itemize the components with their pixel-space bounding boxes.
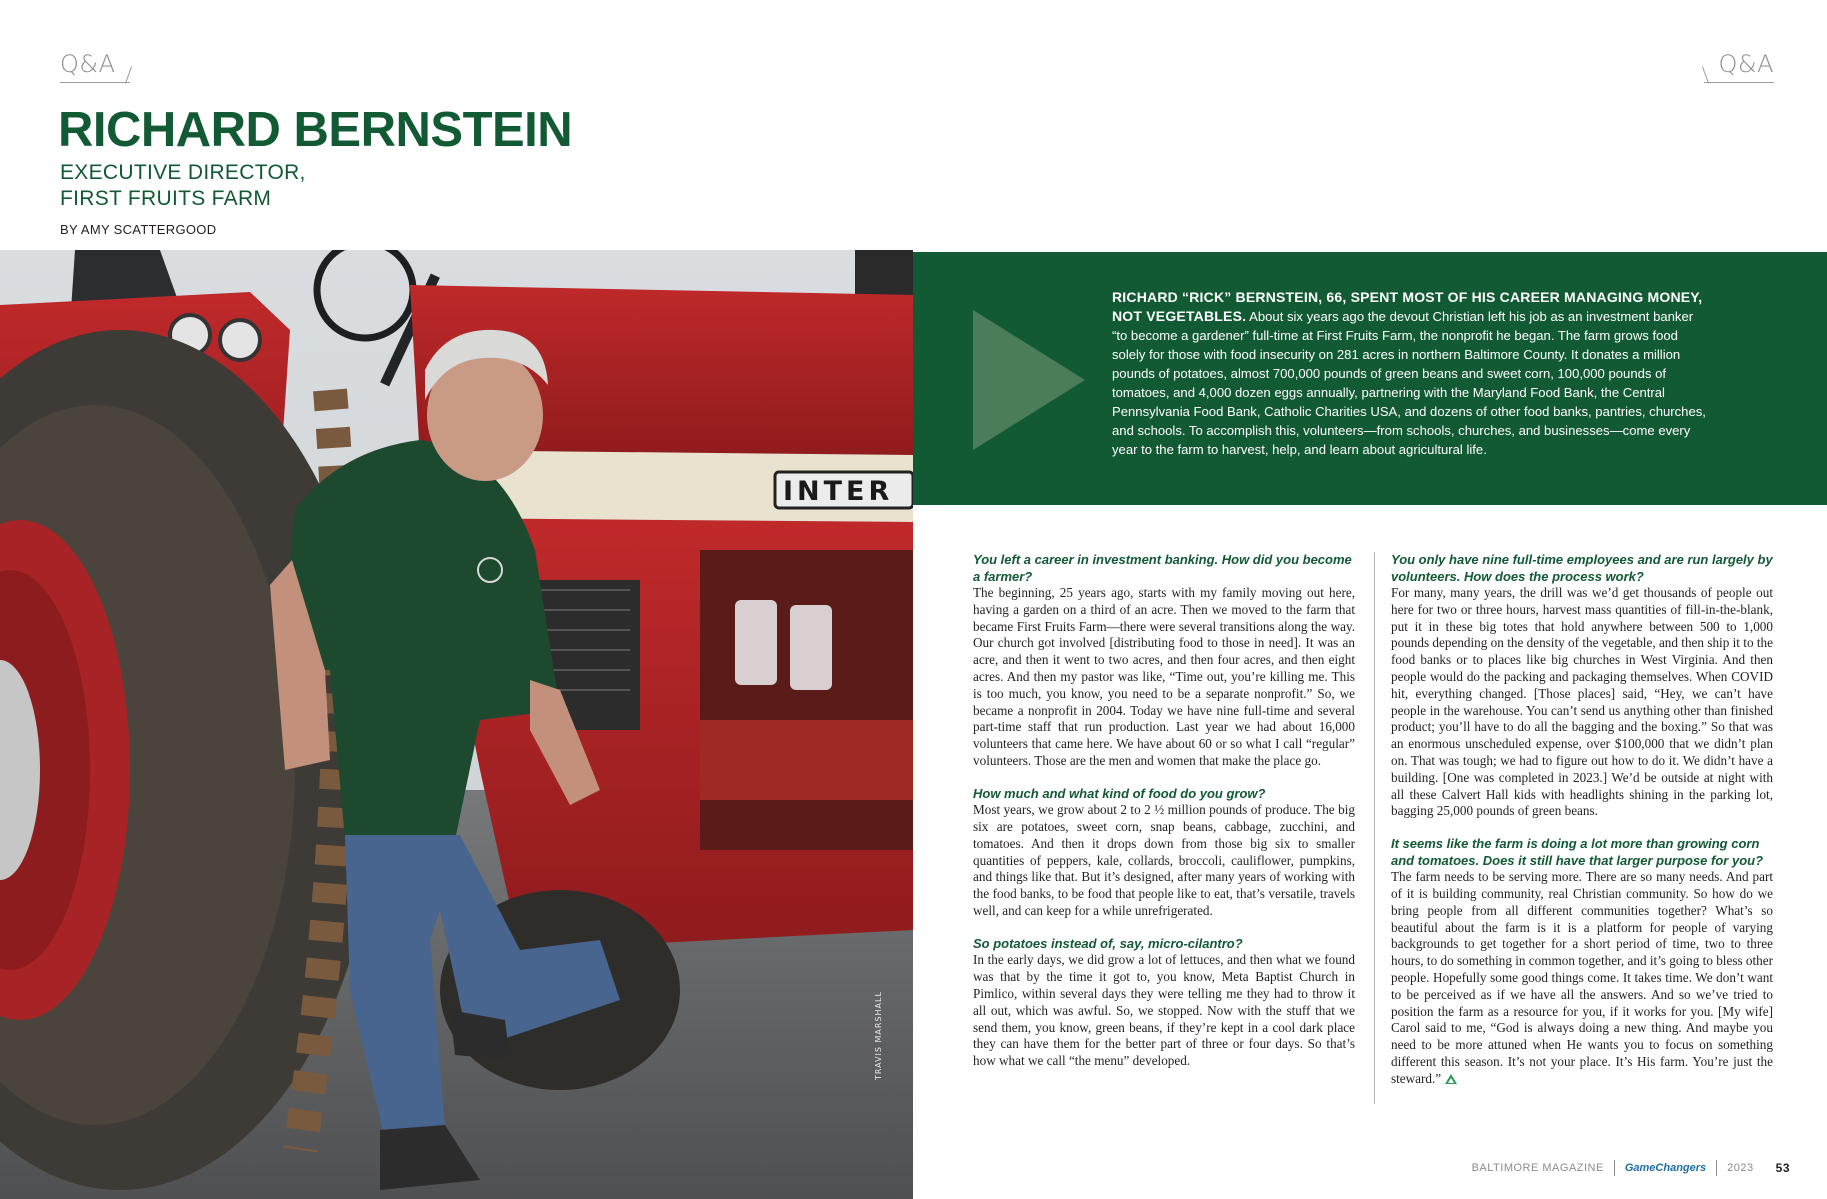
section-rule-right <box>1704 82 1774 83</box>
intro-panel <box>913 252 1827 505</box>
qa-question: It seems like the farm is doing a lot more than growing corn and tomatoes. Does it still have that larger purpose for you? <box>1391 836 1764 868</box>
subhead-line-2: FIRST FRUITS FARM <box>60 187 272 210</box>
section-label-right: Q&A <box>1718 50 1774 78</box>
qa-question: How much and what kind of food do you grow? <box>973 785 1266 801</box>
qa-answer: The beginning, 25 years ago, starts with my family moving out here, having a garden on a third of an acre. Then we moved to the farm that became First Fruits Farm—there were several transitions along the way. Our church got involved [distributing food to those in need]. It was an acre, and then it went to two acres, and then four acres, and then eight acres. And then my pastor was like, “Time out, you’re killing me. This is too much, you know, you need to be a separate nonprofit.” So, we became a nonprofit in 2004. Today we have nine full-time and several part-time staff that run production. Last year we had about 16,000 volunteers that came here. We have about 60 or so what I call “regular” volunteers. Those are the men and women that make the place go. <box>973 585 1355 768</box>
qa-question: So potatoes instead of, say, micro-cilantro? <box>973 935 1243 951</box>
intro-paragraph <box>1112 288 1706 459</box>
article-column-1 <box>973 552 1355 1086</box>
footer-magazine: BALTIMORE MAGAZINE <box>1471 1162 1604 1174</box>
qa-answer: In the early days, we did grow a lot of lettuces, and then what we found was that by the time it got to, you know, Meta Baptist Church in Pimlico, within several days they were telling me they had to throw it all out, which was awful. So, we stopped. Now with the stuff that we send them, you know, green beans, if they’re kept in a cool dark place they can have them for the better part of three or four days. So that’s how what we call “the menu” developed. <box>973 952 1355 1069</box>
photo-credit: TRAVIS MARSHALL <box>874 991 883 1080</box>
portrait-photo <box>0 250 913 1199</box>
tractor-badge-text: INTER <box>783 476 894 507</box>
section-label-left: Q&A <box>60 50 116 78</box>
play-arrow-icon <box>973 310 1085 450</box>
footer-separator <box>1716 1160 1717 1176</box>
qa-answer: For many, many years, the drill was we’d get thousands of people out here for two or three hours, harvest mass quantities of fill-in-the-blank, put it in these big totes that hold anywhere between 500 to 1,000 pounds depending on the density of the vegetable, and then ship it to the food banks or to places like big churches in West Virginia. And then people would do the packing and packaging themselves. When COVID hit, everything changed. [Those places] said, “Hey, we can’t have people in the warehouse. You can’t send us anything other than finished product; you’ll have to do all the bagging and the boxing.” So that was an enormous unscheduled expense, over $100,000 that we didn’t plan on. That was tough; we had to figure out how to do it. We didn’t have a building. [One was completed in 2023.] We’d be outside at night with all these Calvert Hall kids with headlights shining in the parking lot, bagging 25,000 pounds of green beans. <box>1391 585 1773 819</box>
footer-year: 2023 <box>1727 1162 1754 1174</box>
qa-answer-text: The farm needs to be serving more. There are so many needs. And part of it is building community, real Christian community. So how do we bring people from all different communities together? What’s so beautiful about the farm is it is a platform for people of varying backgrounds to get together for a short period of time, two to three hours, to do something in common together, and it’s going to bless other people. Hopefully some good things come. It takes time. We don’t want to be perceived as if we have all the answers. And so we’ve tried to position the farm as a resource for you, if it works for you. [My wife] Carol said to me, “God is always doing a new thing. And maybe you need to be more attuned when He wants you to focus on something different this season. It’s not your place. It’s His farm. You’re just the steward.” <box>1391 869 1773 1086</box>
footer-separator <box>1614 1160 1615 1176</box>
column-divider <box>1374 552 1375 1104</box>
byline: BY AMY SCATTERGOOD <box>60 222 217 237</box>
intro-lead: RICHARD “RICK” BERNSTEIN, 66, SPENT MOST OF HIS CAREER MANAGING MONEY, NOT VEGETABLES. <box>1112 289 1703 324</box>
qa-answer: Most years, we grow about 2 to 2 ½ million pounds of produce. The big six are potatoes, sweet corn, snap beans, cabbage, zucchini, and tomatoes. And then it drops down from those big six to smaller quantities of peppers, kale, collards, broccoli, cauliflower, pumpkins, and things like that. But it’s designed, after many years of working with the food banks, to be food that people like to eat, that’s versatile, travels well, and can keep for a while unrefrigerated. <box>973 802 1355 919</box>
section-rule-left <box>60 82 130 83</box>
article-subhead <box>60 160 306 212</box>
qa-question: You left a career in investment banking. How did you become a farmer? <box>973 552 1352 584</box>
intro-body: About six years ago the devout Christian left his job as an investment banker “to become a gardener” full-time at First Fruits Farm, the nonprofit he began. The farm grows food solely for those with food insecurity on 281 acres in northern Baltimore County. It donates a million pounds of potatoes, almost 700,000 pounds of green beans and sweet corn, 100,000 pounds of tomatoes, and 4,000 dozen eggs annually, partnering with the Maryland Food Bank, the Central Pennsylvania Food Bank, Catholic Charities USA, and dozens of other food banks, pantries, churches, and schools. To accomplish this, volunteers—from schools, churches, and businesses—come every year to the farm to harvest, help, and learn about agricultural life. <box>1112 309 1706 457</box>
article-column-2 <box>1391 552 1773 1104</box>
tractor-portrait-illustration <box>0 250 913 1199</box>
qa-question: You only have nine full-time employees and are run largely by volunteers. How does the process work? <box>1391 552 1773 584</box>
footer-section: GameChangers <box>1624 1162 1707 1174</box>
article-headline: RICHARD BERNSTEIN <box>58 103 573 157</box>
qa-answer-final <box>1391 869 1773 1087</box>
page-number: 53 <box>1775 1161 1790 1175</box>
page-footer <box>1472 1160 1790 1176</box>
end-mark-icon <box>1445 1074 1457 1084</box>
subhead-line-1: EXECUTIVE DIRECTOR, <box>60 161 306 184</box>
